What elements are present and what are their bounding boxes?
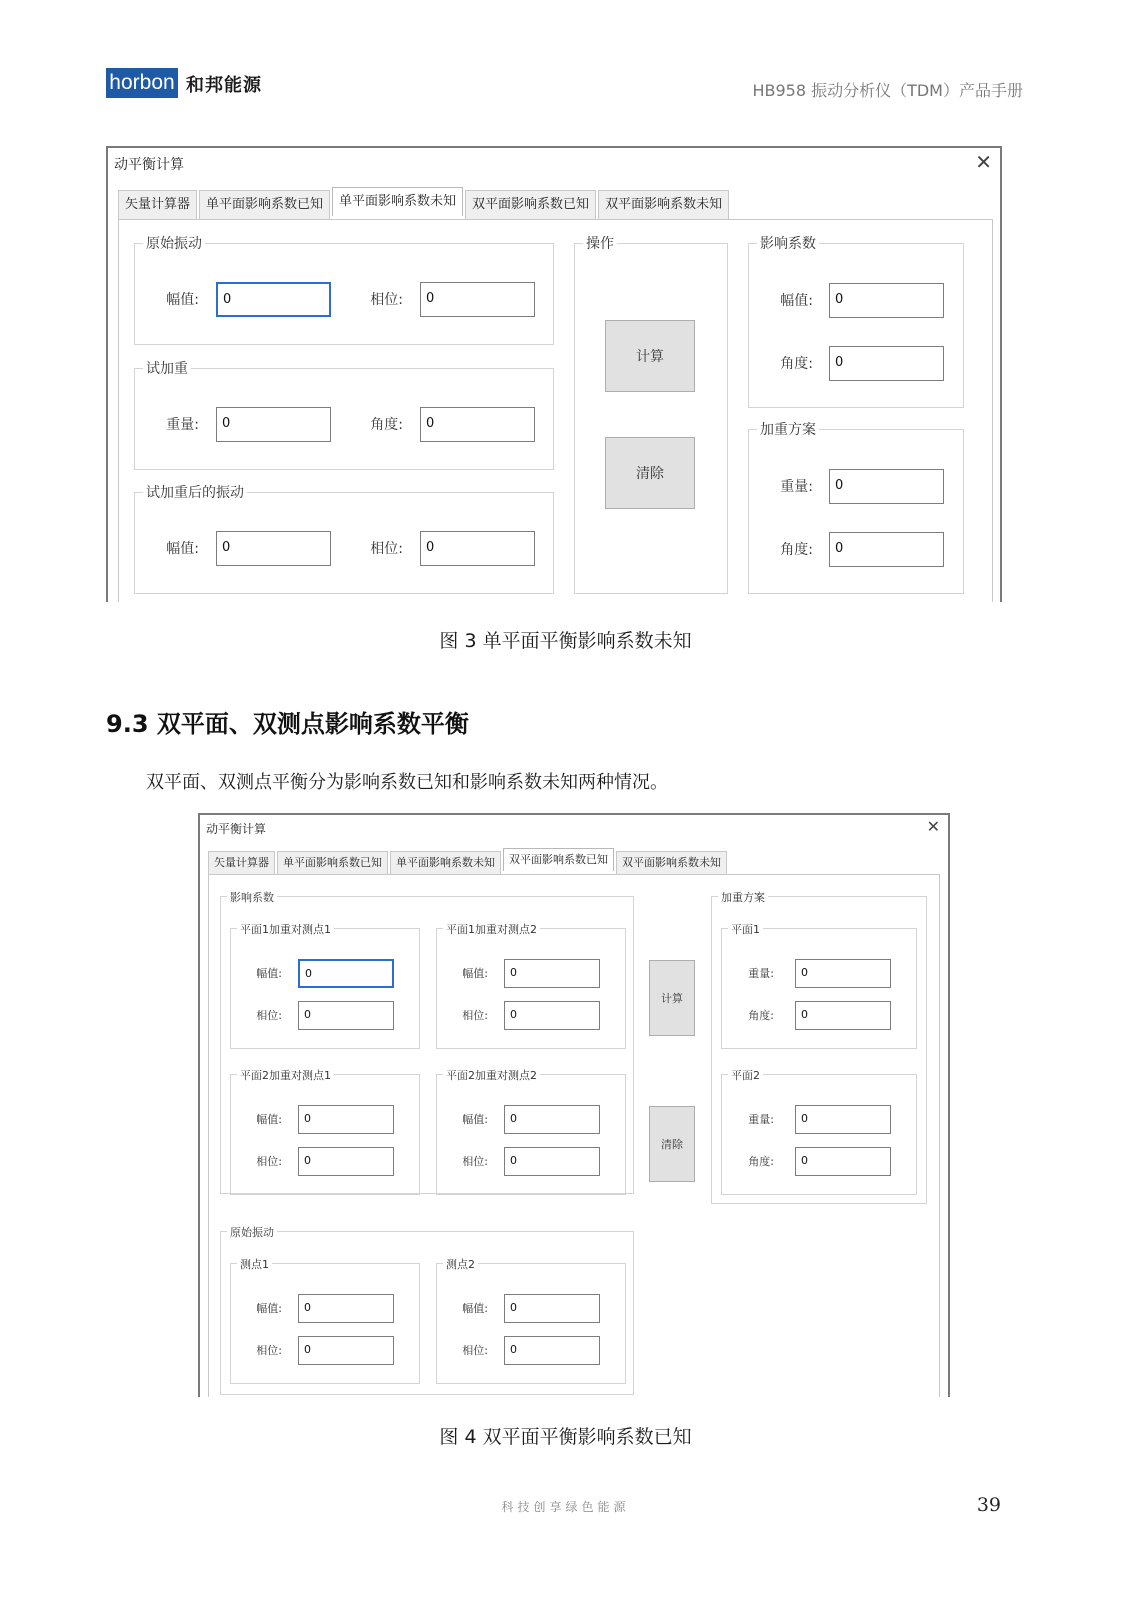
group-operations — [574, 236, 728, 594]
tab-dual-plane-known[interactable]: 双平面影响系数已知 — [503, 848, 614, 871]
group-label: 试加重后的振动 — [143, 482, 247, 502]
figure-caption-3: 图 3 单平面平衡影响系数未知 — [439, 630, 692, 652]
balance-window-dual-plane — [198, 813, 950, 1397]
group-label: 操作 — [583, 233, 617, 253]
group-measure-point2 — [436, 1258, 626, 1384]
amplitude-label: 幅值: — [256, 1113, 282, 1126]
plan-angle-input[interactable]: 0 — [829, 532, 944, 567]
group-plane2-to-point2 — [436, 1069, 626, 1195]
angle-label: 角度: — [748, 1155, 774, 1168]
group-label: 平面2加重对测点1 — [237, 1067, 334, 1083]
amplitude-input[interactable]: 0 — [298, 1294, 394, 1323]
plane1-weight-input[interactable]: 0 — [795, 959, 891, 988]
phase-input[interactable]: 0 — [504, 1147, 600, 1176]
group-plane1 — [721, 923, 917, 1049]
tab-dual-plane-unknown[interactable]: 双平面影响系数未知 — [616, 851, 727, 874]
phase-label: 相位: — [370, 292, 403, 308]
group-plane2 — [721, 1069, 917, 1195]
group-label: 影响系数 — [227, 889, 277, 905]
close-icon[interactable]: ✕ — [975, 150, 992, 174]
group-label: 加重方案 — [757, 419, 819, 439]
tab-single-plane-known[interactable]: 单平面影响系数已知 — [199, 190, 330, 219]
footer-slogan: 科技创享绿色能源 — [501, 1500, 630, 1514]
group-weighting-plan — [748, 422, 964, 594]
angle-label: 角度: — [370, 417, 403, 433]
tab-single-plane-unknown[interactable]: 单平面影响系数未知 — [390, 851, 501, 874]
angle-label: 角度: — [780, 356, 813, 372]
phase-label: 相位: — [462, 1009, 488, 1022]
weight-label: 重量: — [780, 479, 813, 495]
group-label: 影响系数 — [757, 233, 819, 253]
plane1-angle-input[interactable]: 0 — [795, 1001, 891, 1030]
group-weighting-plan — [711, 891, 927, 1204]
amplitude-input[interactable]: 0 — [298, 959, 394, 988]
tab-bar — [208, 851, 729, 875]
angle-label: 角度: — [780, 542, 813, 558]
group-measure-point1 — [230, 1258, 420, 1384]
phase-input[interactable]: 0 — [298, 1147, 394, 1176]
group-label: 加重方案 — [718, 889, 768, 905]
group-label: 原始振动 — [143, 233, 205, 253]
amplitude-input[interactable]: 0 — [216, 531, 331, 566]
group-label: 平面1加重对测点2 — [443, 921, 540, 937]
phase-label: 相位: — [370, 541, 403, 557]
group-vibration-after-trial — [134, 485, 554, 594]
amplitude-input[interactable]: 0 — [298, 1105, 394, 1134]
company-name: 和邦能源 — [186, 75, 262, 96]
group-plane2-to-point1 — [230, 1069, 420, 1195]
angle-label: 角度: — [748, 1009, 774, 1022]
amplitude-input[interactable]: 0 — [216, 282, 331, 317]
angle-input[interactable]: 0 — [420, 407, 535, 442]
phase-input[interactable]: 0 — [504, 1001, 600, 1030]
amplitude-label: 幅值: — [780, 293, 813, 309]
group-plane1-to-point1 — [230, 923, 420, 1049]
group-label: 测点2 — [443, 1256, 478, 1272]
phase-input[interactable]: 0 — [420, 531, 535, 566]
group-influence-coefficient — [220, 891, 634, 1194]
weight-input[interactable]: 0 — [216, 407, 331, 442]
amplitude-label: 幅值: — [166, 292, 199, 308]
phase-label: 相位: — [256, 1344, 282, 1357]
plan-weight-input[interactable]: 0 — [829, 469, 944, 504]
group-influence-coefficient — [748, 236, 964, 408]
section-heading: 9.3 双平面、双测点影响系数平衡 — [106, 710, 469, 738]
plane2-angle-input[interactable]: 0 — [795, 1147, 891, 1176]
tab-bar — [118, 190, 731, 220]
page-number: 39 — [976, 1494, 1001, 1516]
coef-amplitude-input[interactable]: 0 — [829, 283, 944, 318]
tab-dual-plane-unknown[interactable]: 双平面影响系数未知 — [598, 190, 729, 219]
group-label: 平面2 — [728, 1067, 763, 1083]
group-label: 平面1 — [728, 921, 763, 937]
tab-vector-calculator[interactable]: 矢量计算器 — [118, 190, 197, 219]
weight-label: 重量: — [748, 1113, 774, 1126]
group-label: 平面2加重对测点2 — [443, 1067, 540, 1083]
amplitude-label: 幅值: — [166, 541, 199, 557]
tab-panel — [118, 219, 993, 602]
amplitude-label: 幅值: — [462, 1302, 488, 1315]
clear-button[interactable]: 清除 — [605, 437, 695, 509]
tab-vector-calculator[interactable]: 矢量计算器 — [208, 851, 275, 874]
phase-input[interactable]: 0 — [298, 1336, 394, 1365]
plane2-weight-input[interactable]: 0 — [795, 1105, 891, 1134]
window-title: 动平衡计算 — [206, 822, 267, 836]
group-plane1-to-point2 — [436, 923, 626, 1049]
amplitude-label: 幅值: — [462, 967, 488, 980]
group-original-vibration — [220, 1226, 634, 1395]
group-label: 试加重 — [143, 358, 191, 378]
figure-caption-4: 图 4 双平面平衡影响系数已知 — [439, 1426, 692, 1448]
brand-logo: horbon — [106, 68, 178, 98]
tab-single-plane-unknown[interactable]: 单平面影响系数未知 — [332, 187, 463, 216]
phase-input[interactable]: 0 — [298, 1001, 394, 1030]
phase-input[interactable]: 0 — [504, 1336, 600, 1365]
document-title: HB958 振动分析仪（TDM）产品手册 — [752, 81, 1023, 100]
tab-dual-plane-known[interactable]: 双平面影响系数已知 — [465, 190, 596, 219]
amplitude-input[interactable]: 0 — [504, 1294, 600, 1323]
group-label: 测点1 — [237, 1256, 272, 1272]
clear-button[interactable]: 清除 — [649, 1106, 695, 1182]
weight-label: 重量: — [748, 967, 774, 980]
window-title: 动平衡计算 — [114, 157, 184, 173]
phase-label: 相位: — [462, 1155, 488, 1168]
body-paragraph: 双平面、双测点平衡分为影响系数已知和影响系数未知两种情况。 — [146, 772, 668, 793]
tab-single-plane-known[interactable]: 单平面影响系数已知 — [277, 851, 388, 874]
group-label: 平面1加重对测点1 — [237, 921, 334, 937]
amplitude-input[interactable]: 0 — [504, 959, 600, 988]
amplitude-input[interactable]: 0 — [504, 1105, 600, 1134]
amplitude-label: 幅值: — [462, 1113, 488, 1126]
tab-panel — [208, 874, 940, 1397]
calculate-button[interactable]: 计算 — [605, 320, 695, 392]
balance-window-single-plane — [106, 146, 1002, 602]
amplitude-label: 幅值: — [256, 1302, 282, 1315]
weight-label: 重量: — [166, 417, 199, 433]
close-icon[interactable]: ✕ — [926, 817, 940, 836]
group-label: 原始振动 — [227, 1224, 277, 1240]
amplitude-label: 幅值: — [256, 967, 282, 980]
group-trial-weight — [134, 361, 554, 470]
coef-angle-input[interactable]: 0 — [829, 346, 944, 381]
phase-label: 相位: — [462, 1344, 488, 1357]
calculate-button[interactable]: 计算 — [649, 960, 695, 1036]
phase-input[interactable]: 0 — [420, 282, 535, 317]
group-original-vibration — [134, 236, 554, 345]
phase-label: 相位: — [256, 1155, 282, 1168]
phase-label: 相位: — [256, 1009, 282, 1022]
